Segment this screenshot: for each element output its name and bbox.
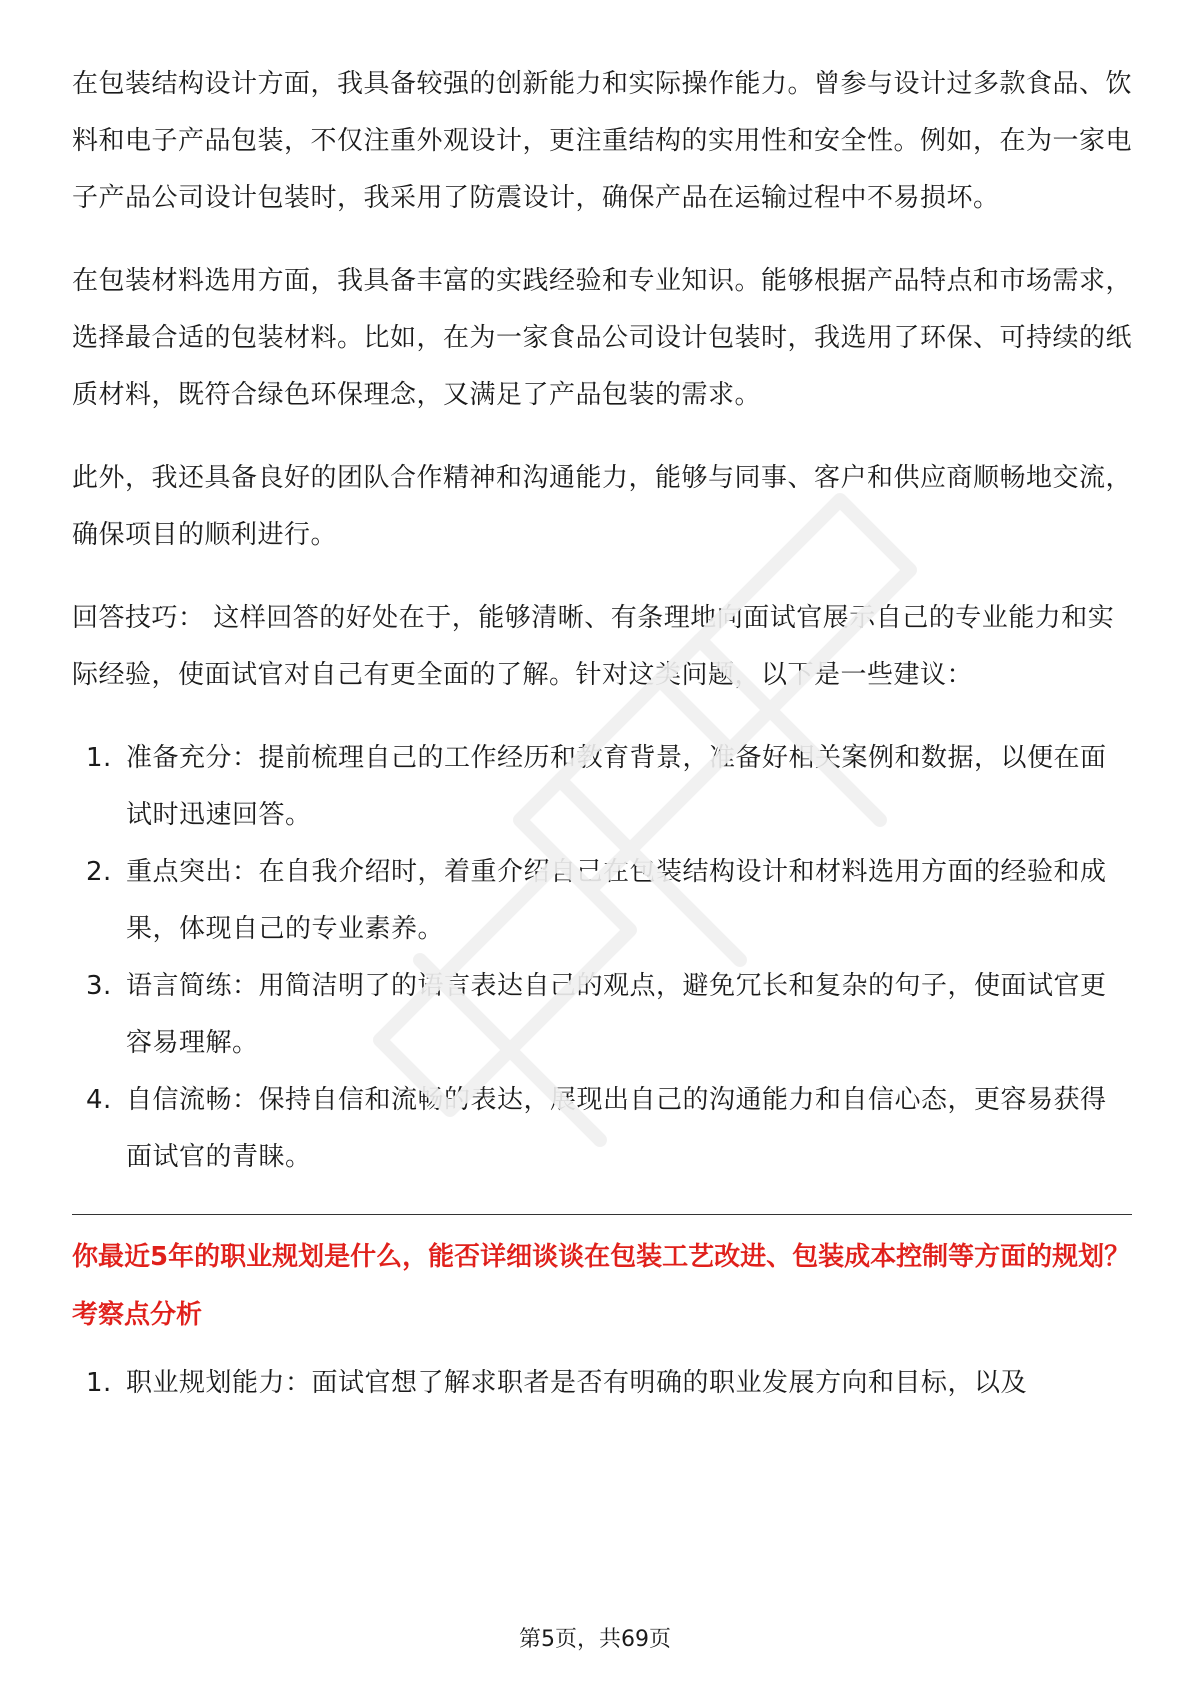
list-item-number: 1.	[86, 1368, 112, 1398]
list-item-text: 职业规划能力：面试官想了解求职者是否有明确的职业发展方向和目标，以及	[126, 1368, 1028, 1398]
list-item	[72, 958, 1132, 1072]
list-item-number: 3.	[86, 971, 112, 1001]
document-page	[72, 56, 1132, 1440]
list-item-number: 1.	[86, 743, 112, 773]
list-item-text: 自信流畅：保持自信和流畅的表达，展现出自己的沟通能力和自信心态，更容易获得面试官的青睐。	[126, 1085, 1107, 1172]
list-item-text: 语言简练：用简洁明了的语言表达自己的观点，避免冗长和复杂的句子，使面试官更容易理解。	[126, 971, 1107, 1058]
list-item	[72, 1355, 1132, 1412]
tips-list	[72, 730, 1132, 1186]
list-item	[72, 1072, 1132, 1186]
analysis-list	[72, 1355, 1132, 1412]
list-item-text: 准备充分：提前梳理自己的工作经历和教育背景，准备好相关案例和数据，以便在面试时迅速回答。	[126, 743, 1107, 830]
section-divider	[72, 1214, 1132, 1215]
list-item	[72, 730, 1132, 844]
paragraph-answer-tips: 回答技巧： 这样回答的好处在于，能够清晰、有条理地向面试官展示自己的专业能力和实际经验，使面试官对自己有更全面的了解。针对这类问题，以下是一些建议：	[72, 603, 1115, 690]
list-item-text: 重点突出：在自我介绍时，着重介绍自己在包装结构设计和材料选用方面的经验和成果，体现自己的专业素养。	[126, 857, 1107, 944]
list-item-number: 4.	[86, 1085, 112, 1115]
list-item-number: 2.	[86, 857, 112, 887]
paragraph-structure-design: 在包装结构设计方面，我具备较强的创新能力和实际操作能力。曾参与设计过多款食品、饮料和电子产品包装，不仅注重外观设计，更注重结构的实用性和安全性。例如，在为一家电子产品公司设计包装时，我采用了防震设计，确保产品在运输过程中不易损坏。	[72, 69, 1133, 213]
interview-question: 你最近5年的职业规划是什么，能否详细谈谈在包装工艺改进、包装成本控制等方面的规划？	[72, 1242, 1131, 1272]
paragraph-teamwork: 此外，我还具备良好的团队合作精神和沟通能力，能够与同事、客户和供应商顺畅地交流，确保项目的顺利进行。	[72, 463, 1133, 550]
paragraph-material-selection: 在包装材料选用方面，我具备丰富的实践经验和专业知识。能够根据产品特点和市场需求，选择最合适的包装材料。比如，在为一家食品公司设计包装时，我选用了环保、可持续的纸质材料，既符合绿色环保理念，又满足了产品包装的需求。	[72, 266, 1133, 410]
page-footer: 第5页，共69页	[519, 1627, 671, 1652]
list-item	[72, 844, 1132, 958]
analysis-heading: 考察点分析	[72, 1300, 203, 1330]
